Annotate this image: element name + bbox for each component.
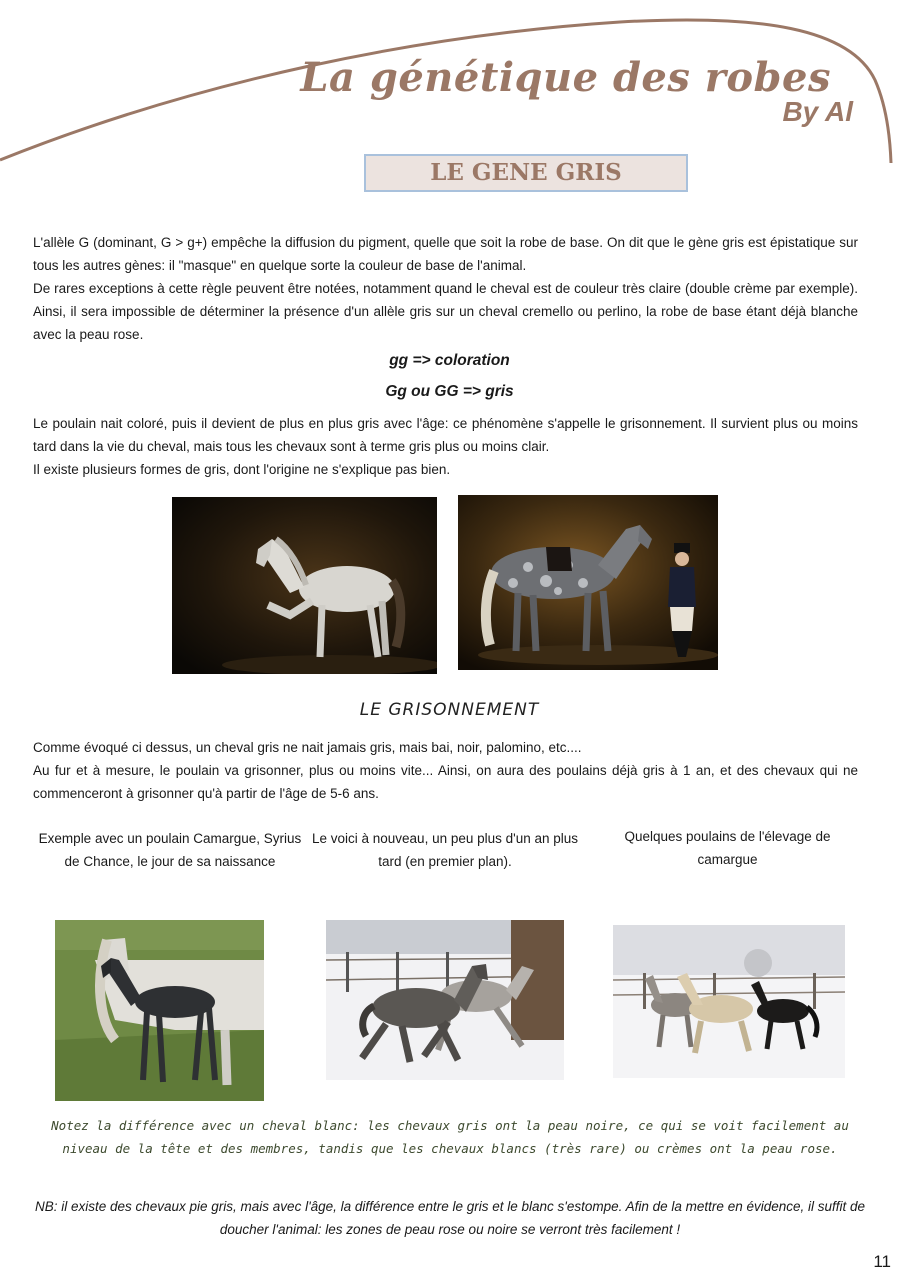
body-paragraph: Il existe plusieurs formes de gris, dont l'origine ne s'explique pas bien.: [33, 462, 451, 477]
caption-foal-one-year: Le voici à nouveau, un peu plus d'un an plus tard (en premier plan).: [311, 831, 579, 869]
intro-text: [33, 231, 858, 346]
caption-foal-birth: Exemple avec un poulain Camargue, Syrius de Chance, le jour de sa naissance: [38, 831, 302, 869]
photo-dappled-grey-horse: [458, 495, 718, 670]
photo-camargue-foals-snow: [326, 920, 564, 1080]
formula-gg: gg => coloration: [389, 352, 510, 369]
page-number: 11: [873, 1252, 891, 1271]
skin-color-note: Notez la différence avec un cheval blanc: les chevaux gris ont la peau noire, ce qui se voit facilement au niveau de la tête et des membres, tandis que les chevaux blancs (très rare) ou crèmes ont la peau rose.: [51, 1118, 849, 1156]
grisonnement-paragraph: Comme évoqué ci dessus, un cheval gris ne nait jamais gris, mais bai, noir, palomino, etc....: [33, 740, 582, 755]
caption-breeding-foals: Quelques poulains de l'élevage de camargue: [624, 829, 831, 867]
photo-camargue-foal-birth: [55, 920, 264, 1101]
section-title: LE GENE GRIS: [364, 154, 688, 192]
body-text: [33, 412, 858, 481]
subsection-heading: LE GRISONNEMENT: [359, 700, 540, 720]
body-paragraph: Le poulain nait coloré, puis il devient de plus en plus gris avec l'âge: ce phénomène s'appelle le grisonnement. Il survient plus ou moins tard dans la vie du cheval, mais tous les chevaux sont à terme gris plus ou moins clair.: [33, 416, 858, 454]
photo-white-horse: [172, 497, 437, 674]
grisonnement-text: [33, 736, 858, 805]
formula-gray: Gg ou GG => gris: [385, 383, 514, 400]
document-author: By Al: [782, 96, 853, 127]
intro-paragraph: L'allèle G (dominant, G > g+) empêche la diffusion du pigment, quelle que soit la robe de base. On dit que le gène gris est épistatique sur tous les autres gènes: il "masque" en quelque sorte la couleur de base de l'animal.: [33, 235, 858, 273]
photo-camargue-foals-group: [613, 925, 845, 1078]
grisonnement-paragraph: Au fur et à mesure, le poulain va grisonner, plus ou moins vite... Ainsi, on aura des poulains déjà gris à 1 an, et des chevaux qui ne commenceront à grisonner qu'à partir de l'âge de 5-6 ans.: [33, 763, 858, 801]
document-title: La génétique des robes: [300, 54, 831, 101]
intro-paragraph: De rares exceptions à cette règle peuvent être notées, notamment quand le cheval est de couleur très claire (double crème par exemple). Ainsi, il sera impossible de déterminer la présence d'un allèle gris sur un cheval cremello ou perlino, la robe de base étant déjà blanche avec la peau rose.: [33, 281, 858, 342]
nb-note: NB: il existe des chevaux pie gris, mais avec l'âge, la différence entre le gris et le blanc s'estompe. Afin de la mettre en évidence, il suffit de doucher l'animal: les zones de peau rose ou noire se verront très facilement !: [34, 1199, 866, 1237]
